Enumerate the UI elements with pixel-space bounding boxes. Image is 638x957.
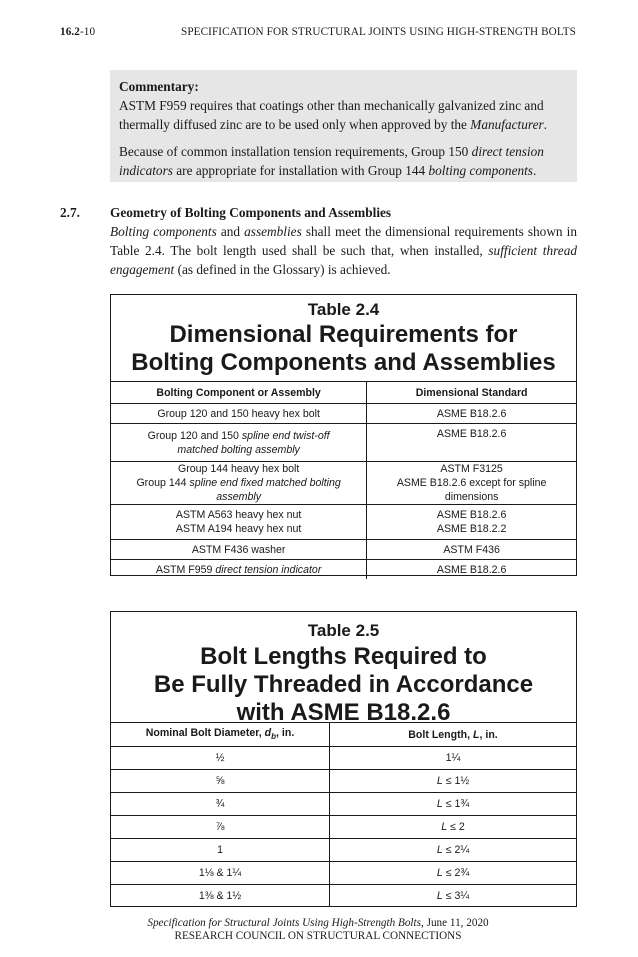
table-header-row — [111, 382, 576, 404]
section-body: Bolting components and assemblies shall meet the dimensional requirements shown in Table 2.4. The bolt length used shall be such that, when installed, sufficient thread engagement (as defined in the Glossary) is achieved. — [110, 224, 578, 277]
column-header: Bolting Component or Assembly — [111, 382, 367, 404]
footer-line: RESEARCH COUNCIL ON STRUCTURAL CONNECTIONS — [174, 930, 462, 942]
table-title-line: Bolt Lengths Required to — [200, 643, 487, 670]
commentary-paragraph-2: Because of common installation tension requirements, Group 150 direct tension indicators are appropriate for installation with Group 144 bolting components. — [119, 144, 544, 178]
table-row — [111, 560, 576, 580]
table-cell: ⅝ — [111, 770, 330, 793]
page-footer — [60, 917, 576, 943]
table-cell: ASTM F959 direct tension indicator — [111, 560, 367, 580]
table-row — [111, 505, 576, 540]
table-cell: ASME B18.2.6 — [367, 424, 576, 462]
table-cell: Group 144 heavy hex bolt Group 144 spline end fixed matched bolting assembly — [111, 462, 367, 505]
column-header: Bolt Length, L, in. — [330, 723, 576, 747]
footer-line: Specification for Structural Joints Using High-Strength Bolts, June 11, 2020 — [147, 917, 489, 929]
table-grid — [111, 723, 576, 907]
table-cell: ASME B18.2.6 — [367, 404, 576, 424]
table-cell: ¾ — [111, 793, 330, 816]
table-row — [111, 424, 576, 462]
table-caption — [111, 295, 576, 382]
table-cell: L ≤ 2¾ — [330, 862, 576, 885]
table-row — [111, 885, 576, 908]
commentary-paragraph-1: ASTM F959 requires that coatings other than mechanically galvanized zinc and thermally diffused zinc are to be used only when approved by the Manufacturer. — [119, 98, 547, 132]
table-row — [111, 816, 576, 839]
table-cell: ASTM F436 washer — [111, 540, 367, 560]
column-header: Dimensional Standard — [367, 382, 576, 404]
table-cell: ASTM F3125 ASME B18.2.6 except for spline dimensions — [367, 462, 576, 505]
running-title: SPECIFICATION FOR STRUCTURAL JOINTS USING HIGH-STRENGTH BOLTS — [181, 26, 576, 38]
table-cell: 1¼ — [330, 747, 576, 770]
table-cell: L ≤ 3¼ — [436, 890, 470, 902]
table-label: Table 2.5 — [307, 621, 380, 640]
table-2-5 — [110, 611, 577, 907]
table-cell: L ≤ 2 — [330, 816, 576, 839]
commentary-title: Commentary: — [119, 79, 199, 94]
page-number: 16.2-10 — [60, 26, 96, 38]
table-cell: ½ — [111, 747, 330, 770]
table-title-line: with ASME B18.2.6 — [236, 699, 451, 726]
table-cell: ASME B18.2.6 — [436, 563, 507, 576]
table-title-line: Bolting Components and Assemblies — [131, 349, 556, 376]
section-2-7 — [60, 203, 577, 279]
table-cell: 1 — [111, 839, 330, 862]
page-header — [60, 22, 576, 42]
table-row — [111, 462, 576, 505]
table-cell: Group 120 and 150 heavy hex bolt — [111, 404, 367, 424]
table-title-line: Be Fully Threaded in Accordance — [153, 671, 534, 698]
table-2-4 — [110, 294, 577, 576]
table-cell: L ≤ 2¼ — [330, 839, 576, 862]
table-cell: ⅞ — [111, 816, 330, 839]
table-row — [111, 747, 576, 770]
table-label: Table 2.4 — [307, 300, 380, 319]
column-header: Nominal Bolt Diameter, $d_b$, in. — [111, 723, 330, 747]
table-title-line: Dimensional Requirements for — [169, 321, 518, 348]
table-row — [111, 404, 576, 424]
table-row — [111, 540, 576, 560]
section-heading: Geometry of Bolting Components and Assemblies — [110, 205, 392, 220]
table-cell: ASME B18.2.6 ASME B18.2.2 — [367, 505, 576, 540]
commentary-box — [110, 70, 577, 182]
table-row — [111, 770, 576, 793]
table-caption — [111, 612, 576, 726]
table-cell: ASTM F436 — [367, 540, 576, 560]
table-row — [111, 793, 576, 816]
table-cell: 1⅛ & 1¼ — [111, 862, 330, 885]
table-grid — [111, 382, 576, 579]
table-row — [111, 862, 576, 885]
table-cell: ASTM A563 heavy hex nut ASTM A194 heavy hex nut — [111, 505, 367, 540]
table-row — [111, 839, 576, 862]
section-number: 2.7. — [60, 205, 80, 220]
table-cell: 1⅜ & 1½ — [111, 885, 330, 908]
table-cell: L ≤ 1¾ — [330, 793, 576, 816]
table-cell: Group 120 and 150 spline end twist-off matched bolting assembly — [111, 424, 367, 462]
table-cell: L ≤ 1½ — [330, 770, 576, 793]
